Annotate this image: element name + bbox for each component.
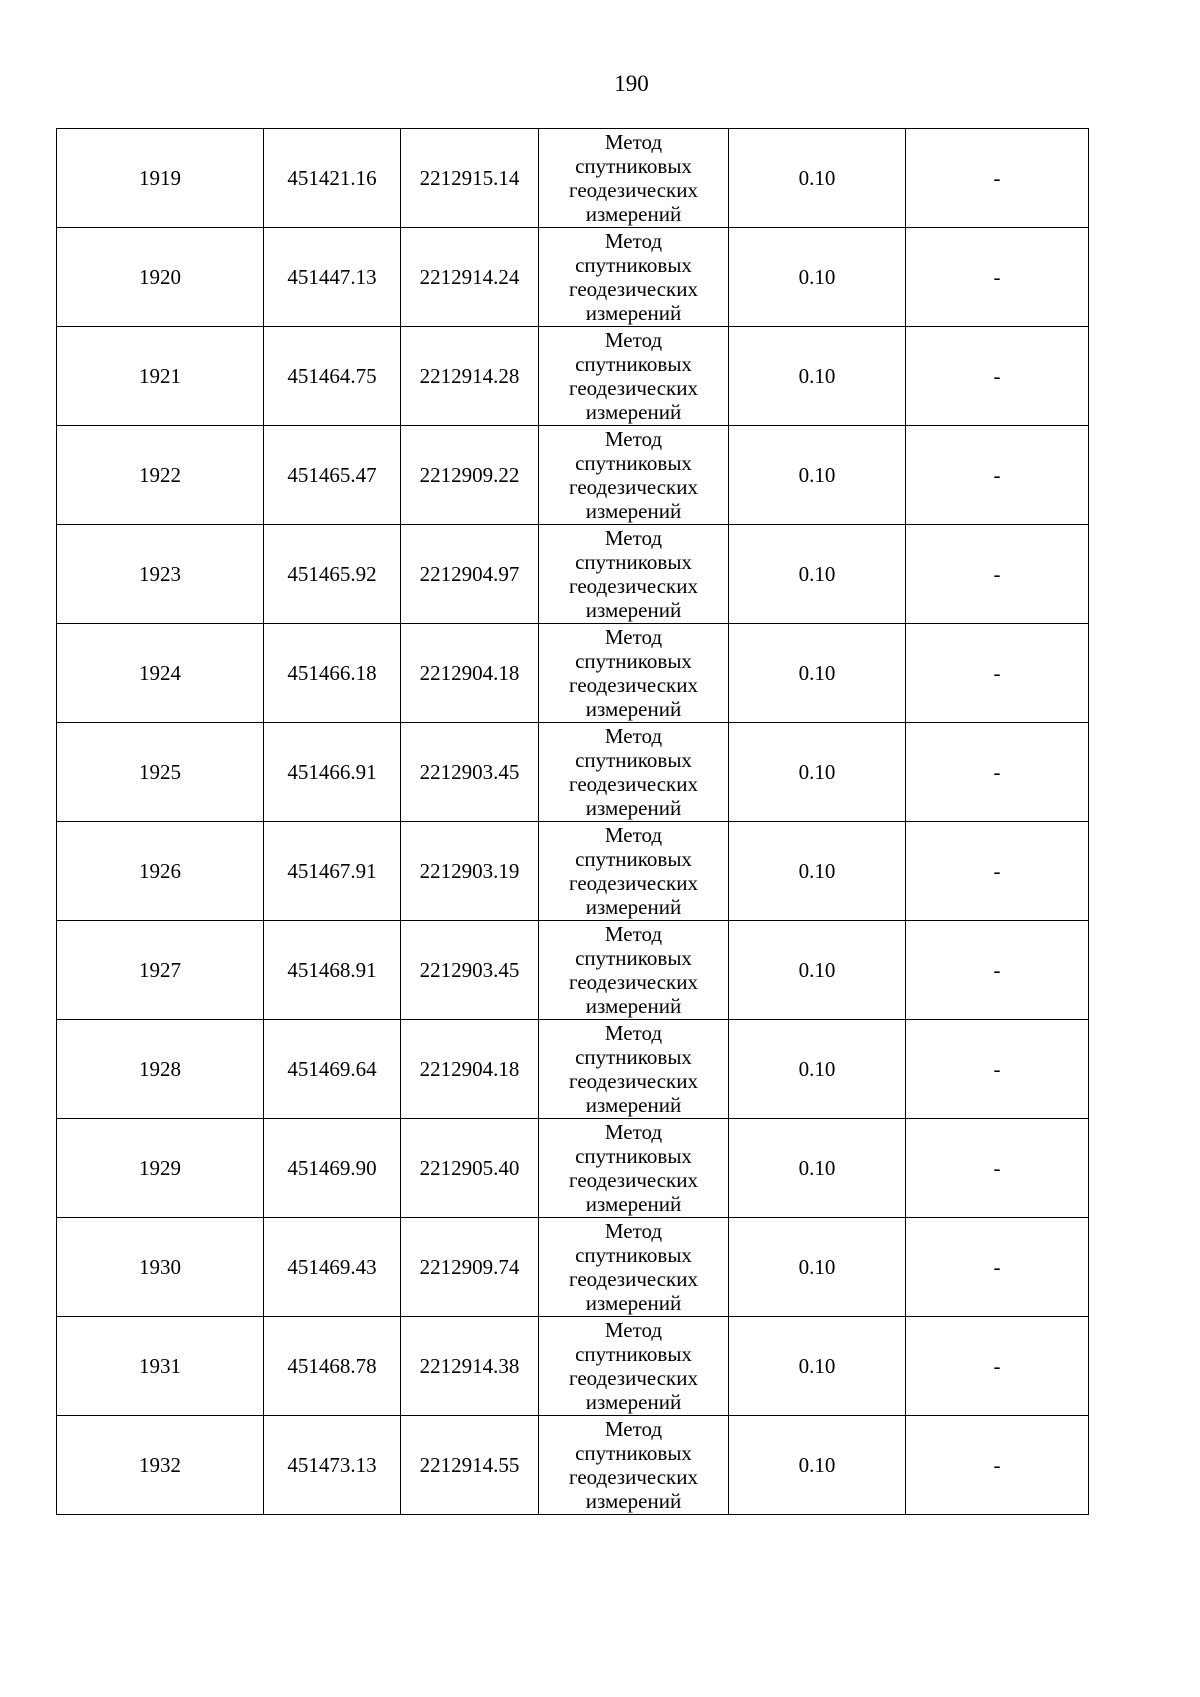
method-text: Метод спутниковых геодезических измерений bbox=[568, 1219, 698, 1315]
table-row bbox=[57, 624, 1089, 723]
method-text: Метод спутниковых геодезических измерений bbox=[568, 328, 698, 424]
description-cell: - bbox=[906, 129, 1089, 228]
table-row bbox=[57, 1119, 1089, 1218]
method-cell bbox=[539, 1119, 729, 1218]
method-cell bbox=[539, 129, 729, 228]
method-cell bbox=[539, 1317, 729, 1416]
x-coordinate-cell: 451447.13 bbox=[264, 228, 401, 327]
method-text: Метод спутниковых геодезических измерений bbox=[568, 1120, 698, 1216]
point-number-cell: 1919 bbox=[57, 129, 264, 228]
accuracy-cell: 0.10 bbox=[729, 1416, 906, 1515]
accuracy-cell: 0.10 bbox=[729, 327, 906, 426]
y-coordinate-cell: 2212914.24 bbox=[401, 228, 539, 327]
point-number-cell: 1920 bbox=[57, 228, 264, 327]
y-coordinate-cell: 2212905.40 bbox=[401, 1119, 539, 1218]
method-text: Метод спутниковых геодезических измерений bbox=[568, 1021, 698, 1117]
accuracy-cell: 0.10 bbox=[729, 921, 906, 1020]
method-cell bbox=[539, 1218, 729, 1317]
point-number-cell: 1926 bbox=[57, 822, 264, 921]
y-coordinate-cell: 2212904.18 bbox=[401, 624, 539, 723]
table-row bbox=[57, 822, 1089, 921]
description-cell: - bbox=[906, 1218, 1089, 1317]
method-cell bbox=[539, 228, 729, 327]
point-number-cell: 1932 bbox=[57, 1416, 264, 1515]
y-coordinate-cell: 2212909.74 bbox=[401, 1218, 539, 1317]
method-cell bbox=[539, 426, 729, 525]
table-row bbox=[57, 1020, 1089, 1119]
description-cell: - bbox=[906, 1416, 1089, 1515]
method-text: Метод спутниковых геодезических измерений bbox=[568, 1417, 698, 1513]
x-coordinate-cell: 451464.75 bbox=[264, 327, 401, 426]
point-number-cell: 1921 bbox=[57, 327, 264, 426]
method-cell bbox=[539, 624, 729, 723]
table-row bbox=[57, 426, 1089, 525]
point-number-cell: 1930 bbox=[57, 1218, 264, 1317]
accuracy-cell: 0.10 bbox=[729, 129, 906, 228]
method-text: Метод спутниковых геодезических измерений bbox=[568, 427, 698, 523]
y-coordinate-cell: 2212903.19 bbox=[401, 822, 539, 921]
x-coordinate-cell: 451466.91 bbox=[264, 723, 401, 822]
y-coordinate-cell: 2212903.45 bbox=[401, 921, 539, 1020]
description-cell: - bbox=[906, 1119, 1089, 1218]
method-cell bbox=[539, 1020, 729, 1119]
table-row bbox=[57, 921, 1089, 1020]
x-coordinate-cell: 451468.91 bbox=[264, 921, 401, 1020]
table-row bbox=[57, 1317, 1089, 1416]
table-row bbox=[57, 327, 1089, 426]
x-coordinate-cell: 451466.18 bbox=[264, 624, 401, 723]
description-cell: - bbox=[906, 426, 1089, 525]
description-cell: - bbox=[906, 327, 1089, 426]
accuracy-cell: 0.10 bbox=[729, 525, 906, 624]
y-coordinate-cell: 2212914.28 bbox=[401, 327, 539, 426]
table-row bbox=[57, 525, 1089, 624]
table-row bbox=[57, 1218, 1089, 1317]
description-cell: - bbox=[906, 228, 1089, 327]
description-cell: - bbox=[906, 525, 1089, 624]
x-coordinate-cell: 451469.64 bbox=[264, 1020, 401, 1119]
point-number-cell: 1924 bbox=[57, 624, 264, 723]
accuracy-cell: 0.10 bbox=[729, 822, 906, 921]
y-coordinate-cell: 2212904.97 bbox=[401, 525, 539, 624]
method-text: Метод спутниковых геодезических измерений bbox=[568, 1318, 698, 1414]
method-text: Метод спутниковых геодезических измерений bbox=[568, 130, 698, 226]
table-row bbox=[57, 1416, 1089, 1515]
description-cell: - bbox=[906, 1020, 1089, 1119]
method-text: Метод спутниковых геодезических измерений bbox=[568, 823, 698, 919]
y-coordinate-cell: 2212915.14 bbox=[401, 129, 539, 228]
description-cell: - bbox=[906, 822, 1089, 921]
page-number: 190 bbox=[614, 71, 649, 96]
y-coordinate-cell: 2212914.38 bbox=[401, 1317, 539, 1416]
method-cell bbox=[539, 723, 729, 822]
y-coordinate-cell: 2212904.18 bbox=[401, 1020, 539, 1119]
point-number-cell: 1925 bbox=[57, 723, 264, 822]
x-coordinate-cell: 451465.47 bbox=[264, 426, 401, 525]
method-cell bbox=[539, 327, 729, 426]
description-cell: - bbox=[906, 1317, 1089, 1416]
accuracy-cell: 0.10 bbox=[729, 1218, 906, 1317]
x-coordinate-cell: 451421.16 bbox=[264, 129, 401, 228]
method-text: Метод спутниковых геодезических измерений bbox=[568, 229, 698, 325]
table-row bbox=[57, 723, 1089, 822]
accuracy-cell: 0.10 bbox=[729, 1317, 906, 1416]
coordinates-table bbox=[56, 128, 1089, 1515]
point-number-cell: 1922 bbox=[57, 426, 264, 525]
accuracy-cell: 0.10 bbox=[729, 228, 906, 327]
x-coordinate-cell: 451469.43 bbox=[264, 1218, 401, 1317]
method-cell bbox=[539, 525, 729, 624]
table-row bbox=[57, 129, 1089, 228]
accuracy-cell: 0.10 bbox=[729, 723, 906, 822]
y-coordinate-cell: 2212903.45 bbox=[401, 723, 539, 822]
point-number-cell: 1928 bbox=[57, 1020, 264, 1119]
accuracy-cell: 0.10 bbox=[729, 624, 906, 723]
method-text: Метод спутниковых геодезических измерений bbox=[568, 526, 698, 622]
description-cell: - bbox=[906, 624, 1089, 723]
x-coordinate-cell: 451469.90 bbox=[264, 1119, 401, 1218]
accuracy-cell: 0.10 bbox=[729, 1020, 906, 1119]
method-text: Метод спутниковых геодезических измерений bbox=[568, 625, 698, 721]
method-cell bbox=[539, 1416, 729, 1515]
x-coordinate-cell: 451465.92 bbox=[264, 525, 401, 624]
point-number-cell: 1929 bbox=[57, 1119, 264, 1218]
description-cell: - bbox=[906, 723, 1089, 822]
x-coordinate-cell: 451473.13 bbox=[264, 1416, 401, 1515]
point-number-cell: 1931 bbox=[57, 1317, 264, 1416]
method-text: Метод спутниковых геодезических измерений bbox=[568, 724, 698, 820]
point-number-cell: 1923 bbox=[57, 525, 264, 624]
point-number-cell: 1927 bbox=[57, 921, 264, 1020]
x-coordinate-cell: 451468.78 bbox=[264, 1317, 401, 1416]
method-cell bbox=[539, 822, 729, 921]
table-body bbox=[57, 129, 1089, 1515]
table-row bbox=[57, 228, 1089, 327]
description-cell: - bbox=[906, 921, 1089, 1020]
y-coordinate-cell: 2212909.22 bbox=[401, 426, 539, 525]
y-coordinate-cell: 2212914.55 bbox=[401, 1416, 539, 1515]
method-text: Метод спутниковых геодезических измерений bbox=[568, 922, 698, 1018]
method-cell bbox=[539, 921, 729, 1020]
accuracy-cell: 0.10 bbox=[729, 1119, 906, 1218]
x-coordinate-cell: 451467.91 bbox=[264, 822, 401, 921]
accuracy-cell: 0.10 bbox=[729, 426, 906, 525]
